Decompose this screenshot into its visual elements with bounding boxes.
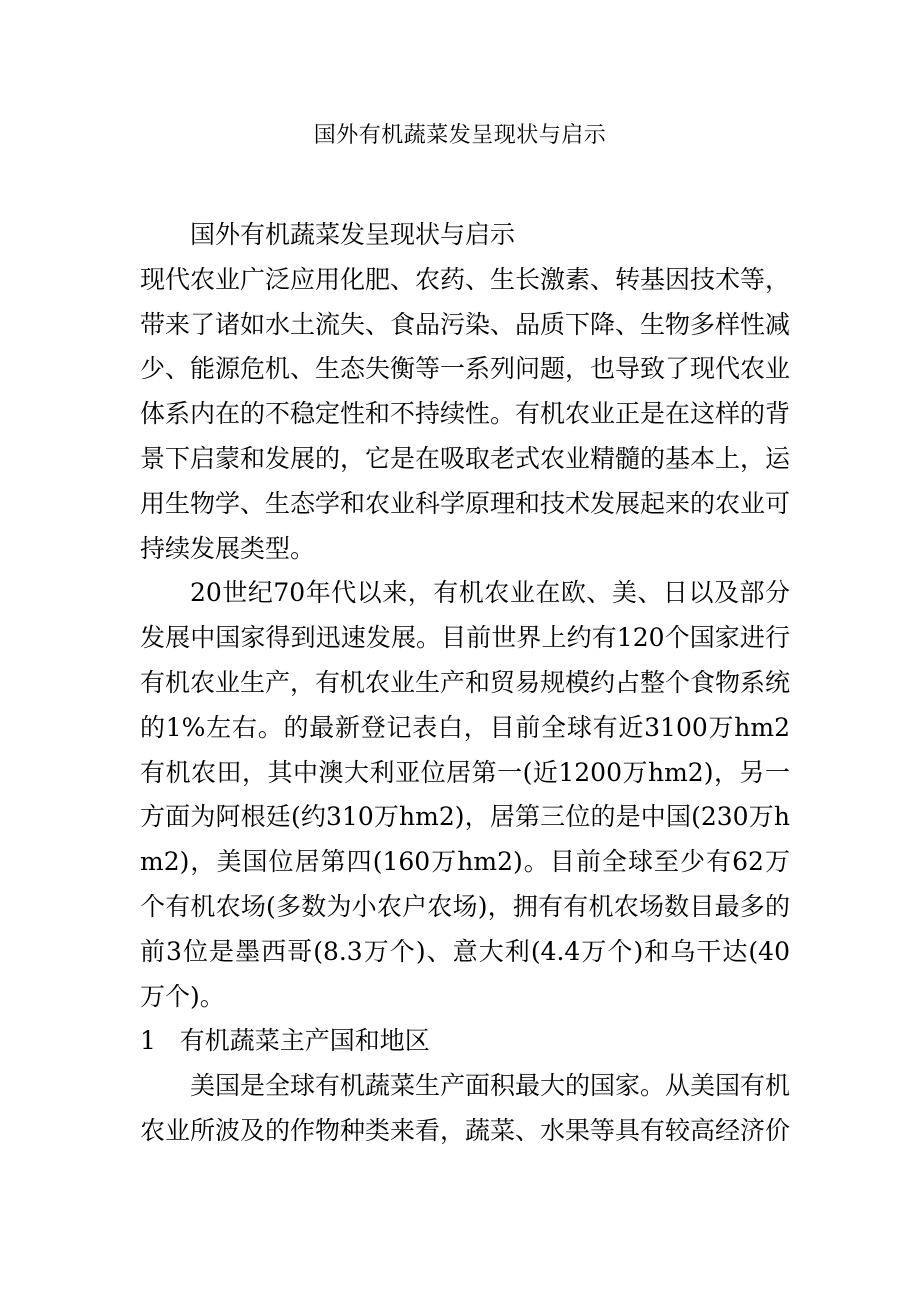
- page-title: 国外有机蔬菜发呈现状与启示: [313, 123, 607, 148]
- section-heading: 1 有机蔬菜主产国和地区: [140, 1026, 430, 1056]
- document-body: [140, 213, 790, 1154]
- paragraph-intro: 现代农业广泛应用化肥、农药、生长激素、转基因技术等，带来了诸如水土流失、食品污染、品质下降、生物多样性减少、能源危机、生态失衡等一系列问题，也导致了现代农业体系内在的不稳定性和不持续性。有机农业正是在这样的背景下启蒙和发展的，它是在吸取老式农业精髓的基本上，运用生物学、生态学和农业科学原理和技术发展起来的农业可持续发展类型。: [140, 264, 791, 563]
- paragraph-usa: 美国是全球有机蔬菜生产面积最大的国家。从美国有机农业所波及的作物种类来看，蔬菜、水果等具有较高经济价: [140, 1071, 791, 1145]
- paragraph-subtitle: 国外有机蔬菜发呈现状与启示: [190, 220, 516, 249]
- paragraph-global-stats: 20世纪70年代以来，有机农业在欧、美、日以及部分发展中国家得到迅速发展。目前世界上约有120个国家进行有机农业生产，有机农业生产和贸易规模约占整个食物系统的1%左右。的最新登记表白，目前全球有近3100万hm2有机农田，其中澳大利亚位居第一(近1200万hm2)，另一方面为阿根廷(约310万hm2)，居第三位的是中国(230万hm2)，美国位居第四(160万hm2)。目前全球至少有62万个有机农场(多数为小农户农场)，拥有有机农场数目最多的前3位是墨西哥(8.3万个)、意大利(4.4万个)和乌干达(40万个)。: [140, 578, 791, 1011]
